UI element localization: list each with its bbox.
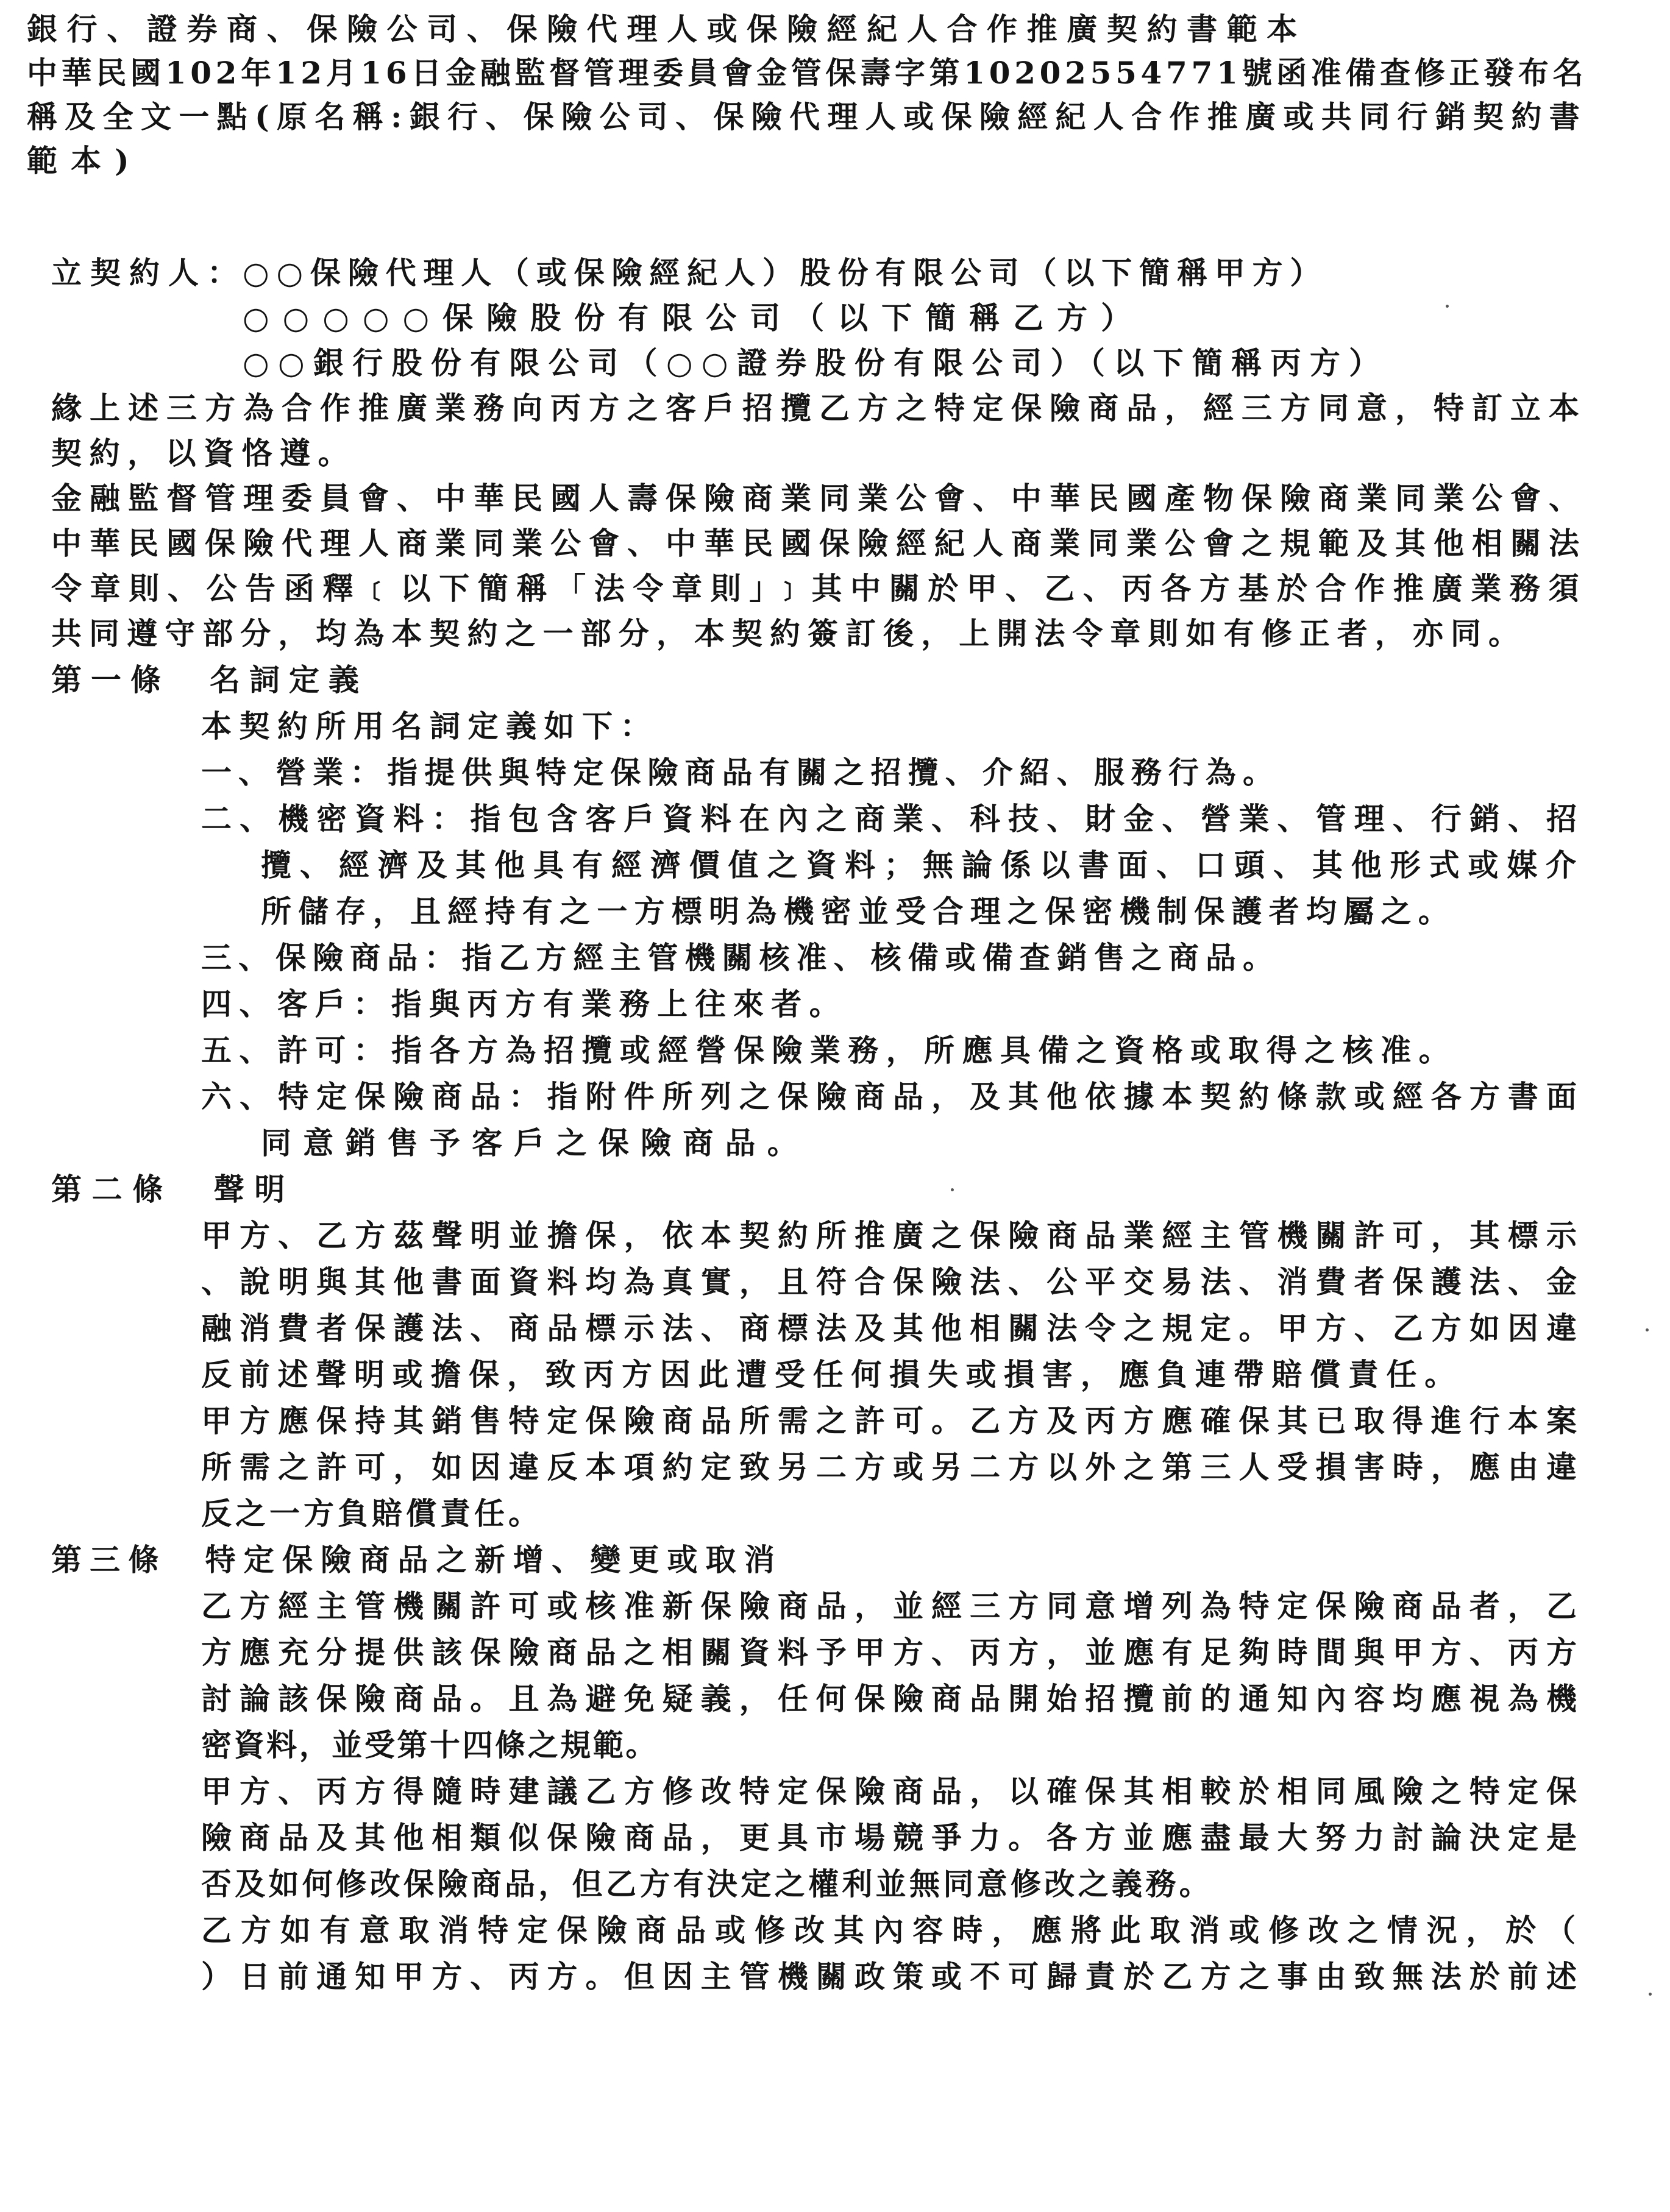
scan-speck [951,1188,954,1191]
regulations-line-1: 金融監督管理委員會、中華民國人壽保險商業同業公會、中華民國產物保險商業同業公會、 [51,480,1587,516]
amendment-line-2: 稱及全文一點(原名稱:銀行、保險公司、保險代理人或保險經紀人合作推廣或共同行銷契約書 [27,99,1588,135]
article-3-heading: 第三條 特定保險商品之新增、變更或取消 [51,1542,783,1578]
document-title: 銀行、證券商、保險公司、保險代理人或保險經紀人合作推廣契約書範本 [27,11,1307,47]
article-3-para1-line: 方應充分提供該保險商品之相關資料予甲方、丙方，並應有足夠時間與甲方、丙方 [201,1634,1585,1670]
article-2-para1-line: 融消費者保護法、商品標示法、商標法及其他相關法令之規定。甲方、乙方如因違 [201,1310,1585,1346]
article-1-intro: 本契約所用名詞定義如下： [201,708,658,744]
article-3-para1-line: 討論該保險商品。且為避免疑義，任何保險商品開始招攬前的通知內容均應視為機 [201,1681,1585,1717]
article-2-para1-line: 甲方、乙方茲聲明並擔保，依本契約所推廣之保險商品業經主管機關許可，其標示 [201,1218,1585,1253]
definition-line: 所儲存，且經持有之一方標明為機密並受合理之保密機制保護者均屬之。 [261,893,1455,929]
article-3-para3-line: ）日前通知甲方、丙方。但因主管機關政策或不可歸責於乙方之事由致無法於前述 [201,1959,1585,1994]
article-1-heading: 第一條 名詞定義 [51,662,368,698]
scan-speck [1649,1993,1652,1996]
article-2-para2-line: 所需之許可，如因違反本項約定致另二方或另二方以外之第三人受損害時，應由違 [201,1449,1585,1485]
parties-label: 立契約人： [51,255,246,291]
definition-line: 五、許可：指各方為招攬或經營保險業務，所應具備之資格或取得之核准。 [201,1032,1457,1068]
regulations-line-2: 中華民國保險代理人商業同業公會、中華民國保險經紀人商業同業公會之規範及其他相關法 [51,525,1587,561]
scan-speck [1646,1328,1649,1331]
scan-speck [1446,305,1449,308]
definition-line: 同意銷售予客戶之保險商品。 [261,1125,809,1161]
article-2-para2-line: 反之一方負賠償責任。 [201,1495,542,1531]
preamble-line-2: 契約，以資恪遵。 [51,435,356,471]
amendment-line-3: 範本) [27,143,143,179]
definition-line: 攬、經濟及其他具有經濟價值之資料；無論係以書面、口頭、其他形式或媒介 [261,847,1585,883]
regulations-line-3: 令章則、公告函釋﹝以下簡稱「法令章則」﹞其中關於甲、乙、丙各方基於合作推廣業務須 [51,570,1587,606]
party-b: ○○○○○保險股份有限公司（以下簡稱乙方） [243,300,1145,336]
article-3-para1-line: 乙方經主管機關許可或核准新保險商品，並經三方同意增列為特定保險商品者，乙 [201,1588,1585,1624]
article-2-para2-line: 甲方應保持其銷售特定保險商品所需之許可。乙方及丙方應確保其已取得進行本案 [201,1403,1585,1439]
article-2-heading: 第二條 聲明 [51,1171,295,1207]
regulations-line-4: 共同遵守部分，均為本契約之一部分，本契約簽訂後，上開法令章則如有修正者，亦同。 [51,615,1526,651]
definition-line: 二、機密資料：指包含客戶資料在內之商業、科技、財金、營業、管理、行銷、招 [201,801,1585,837]
definition-line: 六、特定保險商品：指附件所列之保險商品，及其他依據本契約條款或經各方書面 [201,1079,1585,1115]
party-a: ○○保險代理人（或保險經紀人）股份有限公司（以下簡稱甲方） [243,255,1328,291]
article-2-para1-line: 反前述聲明或擔保，致丙方因此遭受任何損失或損害，應負連帶賠償責任。 [201,1356,1463,1392]
article-2-para1-line: 、說明與其他書面資料均為真實，且符合保險法、公平交易法、消費者保護法、金 [201,1264,1585,1300]
article-3-para2-line: 否及如何修改保險商品，但乙方有決定之權利並無同意修改之義務。 [201,1866,1213,1902]
amendment-line-1: 中華民國102年12月16日金融監督管理委員會金管保壽字第10202554771號函准備查修正發布名 [27,55,1588,91]
article-3-para2-line: 險商品及其他相類似保險商品，更具市場競爭力。各方並應盡最大努力討論決定是 [201,1820,1585,1856]
party-c: ○○銀行股份有限公司（○○證券股份有限公司）（以下簡稱丙方） [243,345,1388,381]
definition-line: 三、保險商品：指乙方經主管機關核准、核備或備查銷售之商品。 [201,940,1280,976]
article-3-para1-line: 密資料，並受第十四條之規範。 [201,1727,658,1763]
definition-line: 一、營業：指提供與特定保險商品有關之招攬、介紹、服務行為。 [201,754,1280,790]
article-3-para3-line: 乙方如有意取消特定保險商品或修改其內容時，應將此取消或修改之情況，於（ [201,1912,1585,1948]
definition-line: 四、客戶：指與丙方有業務上往來者。 [201,986,847,1022]
article-3-para2-line: 甲方、丙方得隨時建議乙方修改特定保險商品，以確保其相較於相同風險之特定保 [201,1773,1585,1809]
preamble-line-1: 緣上述三方為合作推廣業務向丙方之客戶招攬乙方之特定保險商品，經三方同意，特訂立本 [51,390,1587,426]
